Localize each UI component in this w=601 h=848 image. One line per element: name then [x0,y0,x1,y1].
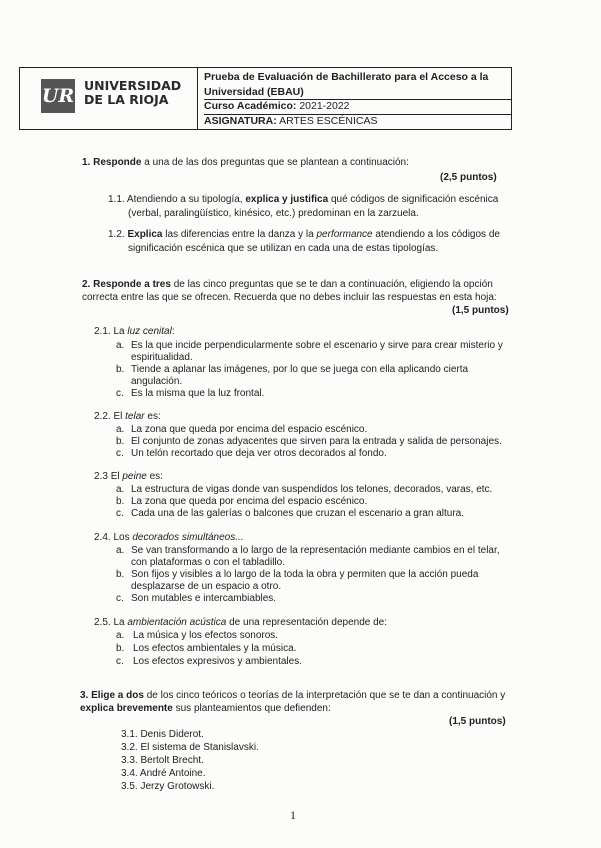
university-name-line1: UNIVERSIDAD [84,78,182,93]
q2-3-option-c: Cada una de las galerías o balcones que cruzan el escenario a gran altura. [131,508,464,519]
option-letter: b. [116,364,125,375]
university-logo [20,68,198,129]
q2-4-option-c: Son mutables e intercambiables. [131,593,277,604]
q2-2-option-c: Un telón recortado que deja ver otros decorados al fondo. [131,448,387,459]
university-name [84,79,194,107]
exam-title-line2: Universidad (EBAU) [204,85,304,98]
q1-2-line2: significación escénica que se utilizan en cada una de estas tipologías. [128,243,439,254]
option-letter: c. [116,656,124,667]
q2-3-option-a: La estructura de vigas donde van suspendidos los telones, decorados, varas, etc. [131,484,493,495]
q1-intro-text: a una de las dos preguntas que se plantean a continuación: [144,157,409,168]
q3-item-1: 3.1. Denis Diderot. [121,729,204,740]
option-letter: b. [116,436,125,447]
q2-5-option-c: Los efectos expresivos y ambientales. [133,656,302,667]
q3-item-2: 3.2. El sistema de Stanislavski. [121,742,259,753]
option-letter: a. [116,484,125,495]
q1-number: 1. [82,157,91,168]
option-letter: b. [116,569,125,580]
q2-4-stem: 2.4. Los decorados simultáneos... [94,532,244,543]
q1-1-line2: (verbal, paralingüístico, kinésico, etc.) predominan en la zarzuela. [128,208,419,219]
exam-title-line1: Prueba de Evaluación de Bachillerato para el Acceso a la [204,71,489,83]
q3-item-4: 3.4. André Antoine. [121,768,206,779]
option-letter: a. [116,630,125,641]
university-name-line2: DE LA RIOJA [84,92,169,107]
header-rule-1 [204,99,511,100]
option-letter: a. [116,424,125,435]
subject-line [204,114,509,129]
subject-label: ASIGNATURA: [204,114,277,127]
q2-1-option-c: Es la misma que la luz frontal. [131,388,265,399]
q2-1-option-b-line2: angulación. [131,376,183,387]
q2-1-stem: 2.1. La luz cenital: [94,326,175,337]
option-letter: b. [116,643,125,654]
q3-intro-line2: explica brevemente sus planteamientos que defienden: [80,703,331,714]
course-value: 2021-2022 [299,100,350,112]
course-line [204,99,509,114]
q2-4-option-a-line2: con plataformas o con el tabladillo. [131,557,285,568]
q1-1: 1.1. Atendiendo a su tipología, explica y justifica qué códigos de significación escénica [108,194,499,205]
course-label: Curso Académico: [204,100,297,112]
q1-points: (2,5 puntos) [440,172,497,183]
q3-intro: 3. Elige a dos de los cinco teóricos o teorías de la interpretación que se te dan a continuación y [80,690,506,701]
q1-intro [82,157,409,168]
option-letter: c. [116,593,124,604]
q1-2: 1.2. Explica las diferencias entre la danza y la performance atendiendo a los códigos de [108,229,500,240]
q2-4-option-b-line2: desplazarse de un espacio a otro. [131,581,282,592]
q2-5-option-a: La música y los efectos sonoros. [133,630,279,641]
option-letter: c. [116,508,124,519]
q2-intro-line2: correcta entre las que se ofrecen. Recuerda que no debes incluir las respuestas en esta hoja: [82,292,497,303]
q2-4-option-a: Se van transformando a lo largo de la representación mediante cambios en el telar, [131,545,500,556]
q2-3-option-b: La zona que queda por encima del espacio escénico. [131,496,368,507]
option-letter: b. [116,496,125,507]
university-logo-icon: UR [41,79,75,113]
header-box [19,67,512,130]
q3-points: (1,5 puntos) [449,716,506,727]
option-letter: c. [116,448,124,459]
option-letter: a. [116,340,125,351]
q2-1-option-b: Tiende a aplanar las imágenes, por lo que se juega con ella aplicando cierta [131,364,469,375]
q2-2-stem: 2.2. El telar es: [94,411,161,422]
q2-points: (1,5 puntos) [452,305,509,316]
q2-5-stem: 2.5. La ambientación acústica de una representación depende de: [94,617,388,628]
q2-3-stem: 2.3 El peine es: [94,471,163,482]
q3-item-3: 3.3. Bertolt Brecht. [121,755,204,766]
option-letter: c. [116,388,124,399]
option-letter: a. [116,545,125,556]
page-number: 1 [290,808,296,822]
header-rule-2 [204,114,511,115]
q2-1-option-a: Es la que incide perpendicularmente sobre el escenario y sirve para crear misterio y [131,340,503,351]
q3-item-5: 3.5. Jerzy Grotowski. [121,781,215,792]
q2-2-option-a: La zona que queda por encima del espacio escénico. [131,424,368,435]
q2-intro: 2. Responde a tres de las cinco preguntas que se te dan a continuación, eligiendo la opción [82,279,493,290]
subject-value: ARTES ESCÉNICAS [279,114,378,127]
q2-2-option-b: El conjunto de zonas adyacentes que sirven para la entrada y salida de personajes. [131,436,502,447]
q2-5-option-b: Los efectos ambientales y la música. [133,643,297,654]
q2-4-option-b: Son fijos y visibles a lo largo de la toda la obra y permiten que la acción pueda [131,569,479,580]
q1-intro-bold: Responde [93,157,142,168]
q2-1-option-a-line2: espiritualidad. [131,352,193,363]
